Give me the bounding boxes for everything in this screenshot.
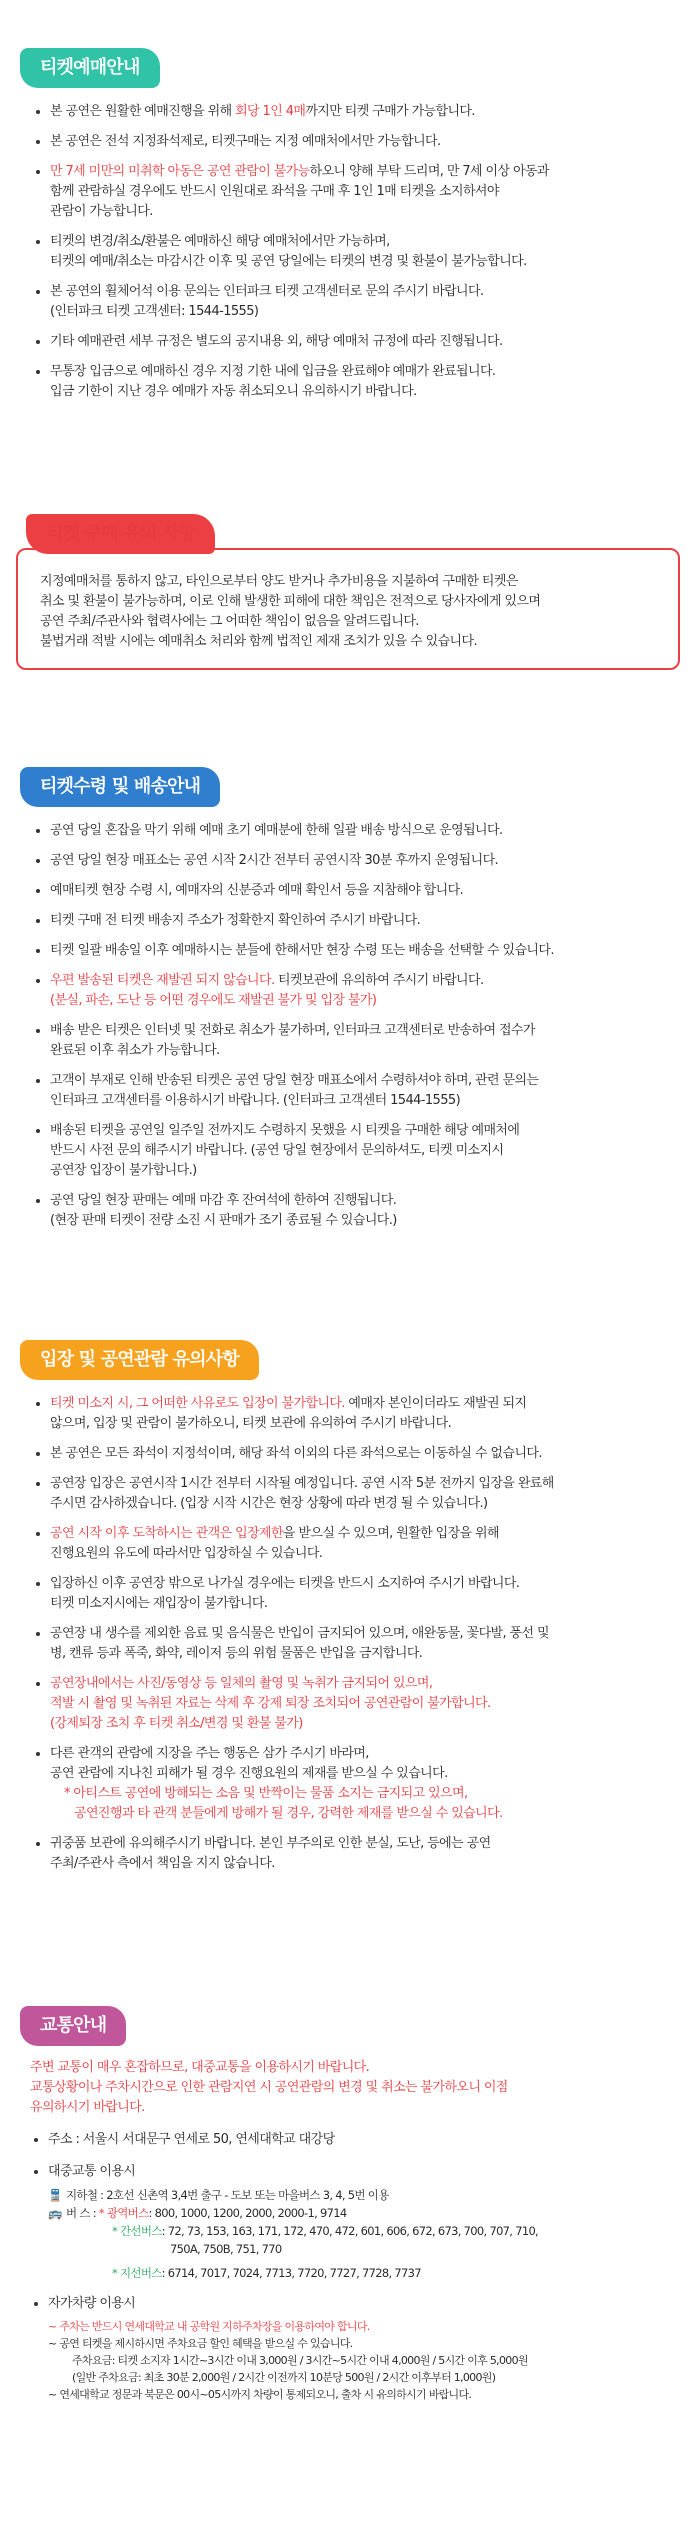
bus-branch-line: * 지선버스: 6714, 7017, 7024, 7713, 7720, 7727, 7728, 7737 bbox=[112, 2266, 421, 2280]
traffic-title: 교통안내 bbox=[20, 2006, 126, 2046]
bus-main-line-2: 750A, 750B, 751, 770 bbox=[170, 2242, 282, 2256]
list-item: 공연 당일 혼잡을 막기 위해 예매 초기 예매분에 한해 일괄 배송 방식으로 운영됩니다. bbox=[36, 821, 672, 841]
traffic-list bbox=[0, 2130, 700, 2403]
list-item: 본 공연은 원활한 예매진행을 위해 회당 1인 4매까지만 티켓 구매가 가능합니다. bbox=[36, 102, 672, 122]
subway-icon: 🚆 bbox=[48, 2188, 62, 2202]
list-item: 공연 당일 현장 매표소는 공연 시작 2시간 전부터 공연시작 30분 후까지 운영됩니다. bbox=[36, 851, 672, 871]
car-line: ~ 주차는 반드시 연세대학교 내 공학원 지하주차장을 이용하여야 합니다. bbox=[48, 2320, 370, 2333]
entry-caution-section bbox=[0, 1340, 700, 1884]
purchase-caution-box bbox=[16, 548, 680, 670]
ticket-delivery-list bbox=[0, 821, 700, 1231]
list-item: 티켓의 변경/취소/환불은 예매하신 해당 예매처에서만 가능하며, 티켓의 예매/취소는 마감시간 이후 및 공연 당일에는 티켓의 변경 및 환불이 불가능합니다. bbox=[36, 232, 672, 272]
traffic-section bbox=[0, 2006, 700, 2415]
ticket-booking-title: 티켓예매안내 bbox=[20, 48, 160, 88]
bus-line: 🚌 버 스 : * 광역버스: 800, 1000, 1200, 2000, 2000-1, 9714 bbox=[48, 2206, 347, 2220]
list-item: 배송된 티켓을 공연일 일주일 전까지도 수령하지 못했을 시 티켓을 구매한 해당 예매처에 반드시 사전 문의 해주시기 바랍니다. (공연 당일 현장에서 문의하셔도, 티켓 미소지시 공연장 입장이 불가합니다.) bbox=[36, 1121, 672, 1181]
list-item: 입장하신 이후 공연장 밖으로 나가실 경우에는 티켓을 반드시 소지하여 주시기 바랍니다. 티켓 미소지시에는 재입장이 불가합니다. bbox=[36, 1574, 672, 1614]
purchase-caution-title: 티켓 구매 유의 사항 bbox=[26, 514, 215, 554]
car-line: ~ 공연 티켓을 제시하시면 주차요금 할인 혜택을 받으실 수 있습니다. bbox=[48, 2337, 353, 2350]
caution-line: 취소 및 환불이 불가능하며, 이로 인해 발생한 피해에 대한 책임은 전적으로 당사자에게 있으며 bbox=[40, 594, 541, 609]
address-item: 주소 : 서울시 서대문구 연세로 50, 연세대학교 대강당 bbox=[34, 2130, 670, 2150]
list-item: 공연장내에서는 사진/동영상 등 일체의 촬영 및 녹취가 금지되어 있으며, 적발 시 촬영 및 녹취된 자료는 삭제 후 강제 퇴장 조치되어 공연관람이 불가합니다. (강제퇴장 조치 후 티켓 취소/변경 및 환불 불가) bbox=[36, 1674, 672, 1734]
ticket-booking-list bbox=[0, 102, 700, 402]
car-line: 주차요금: 티켓 소지자 1시간~3시간 이내 3,000원 / 3시간~5시간 이내 4,000원 / 5시간 이후 5,000원 bbox=[72, 2354, 528, 2367]
purchase-caution-section bbox=[0, 514, 700, 670]
list-item: 티켓 미소지 시, 그 어떠한 사유로도 입장이 불가합니다. 예매자 본인이더라도 재발권 되지 않으며, 입장 및 관람이 불가하오니, 티켓 보관에 유의하여 주시기 바랍니다. bbox=[36, 1394, 672, 1434]
list-item: 다른 관객의 관람에 지장을 주는 행동은 삼가 주시기 바라며, 공연 관람에 지나친 피해가 될 경우 진행요원의 제재를 받으실 수 있습니다. * 아티스트 공연에 방해되는 소음 및 반짝이는 물품 소지는 금지되고 있으며, 공연진행과 타 관객 분들에게 방해가 될 경우, 강력한 제재를 받으실 수 있습니다. bbox=[36, 1744, 672, 1824]
list-item: 공연 당일 현장 판매는 예매 마감 후 잔여석에 한하여 진행됩니다. (현장 판매 티켓이 전량 소진 시 판매가 조기 종료될 수 있습니다.) bbox=[36, 1191, 672, 1231]
list-item: 본 공연은 전석 지정좌석제로, 티켓구매는 지정 예매처에서만 가능합니다. bbox=[36, 132, 672, 152]
list-item: 기타 예매관련 세부 규정은 별도의 공지내용 외, 해당 예매처 규정에 따라 진행됩니다. bbox=[36, 332, 672, 352]
ticket-delivery-section bbox=[0, 767, 700, 1241]
list-item: 본 공연의 휠체어석 이용 문의는 인터파크 티켓 고객센터로 문의 주시기 바랍니다. (인터파크 티켓 고객센터: 1544-1555) bbox=[36, 282, 672, 322]
list-item: 티켓 일괄 배송일 이후 예매하시는 분들에 한해서만 현장 수령 또는 배송을 선택할 수 있습니다. bbox=[36, 941, 672, 961]
list-item: 고객이 부재로 인해 반송된 티켓은 공연 당일 현장 매표소에서 수령하셔야 하며, 관련 문의는 인터파크 고객센터를 이용하시기 바랍니다. (인터파크 고객센터 1544-1555) bbox=[36, 1071, 672, 1111]
list-item: 공연장 입장은 공연시작 1시간 전부터 시작될 예정입니다. 공연 시작 5분 전까지 입장을 완료해 주시면 감사하겠습니다. (입장 시작 시간은 현장 상황에 따라 변경 될 수 있습니다.) bbox=[36, 1474, 672, 1514]
bus-icon: 🚌 bbox=[48, 2206, 62, 2220]
entry-caution-list bbox=[0, 1394, 700, 1874]
list-item: 공연장 내 생수를 제외한 음료 및 음식물은 반입이 금지되어 있으며, 애완동물, 꽃다발, 풍선 및 병, 캔류 등과 폭죽, 화약, 레이저 등의 위험 물품은 반입을 금지합니다. bbox=[36, 1624, 672, 1664]
car-line: (일반 주차요금: 최초 30분 2,000원 / 2시간 이전까지 10분당 500원 / 2시간 이후부터 1,000원) bbox=[72, 2371, 496, 2384]
list-item: 예매티켓 현장 수령 시, 예매자의 신분증과 예매 확인서 등을 지참해야 합니다. bbox=[36, 881, 672, 901]
caution-line: 공연 주최/주관사와 협력사에는 그 어떠한 책임이 없음을 알려드립니다. bbox=[40, 614, 419, 629]
list-item: 우편 발송된 티켓은 재발권 되지 않습니다. 티켓보관에 유의하여 주시기 바랍니다. (분실, 파손, 도난 등 어떤 경우에도 재발권 불가 및 입장 불가) bbox=[36, 971, 672, 1011]
subway-line: 🚆 지하철 : 2호선 신촌역 3,4번 출구 - 도보 또는 마을버스 3, 4, 5번 이용 bbox=[48, 2188, 389, 2202]
car-line: ~ 연세대학교 정문과 북문은 00시~05시까지 차량이 통제되오니, 출차 시 유의하시기 바랍니다. bbox=[48, 2388, 472, 2401]
list-item: 귀중품 보관에 유의해주시기 바랍니다. 본인 부주의로 인한 분실, 도난, 등에는 공연 주최/주관사 측에서 책임을 지지 않습니다. bbox=[36, 1834, 672, 1874]
caution-line: 불법거래 적발 시에는 예매취소 처리와 함께 법적인 제재 조치가 있을 수 있습니다. bbox=[40, 634, 478, 649]
ticket-delivery-title: 티켓수령 및 배송안내 bbox=[20, 767, 220, 807]
list-item: 무통장 입금으로 예매하신 경우 지정 기한 내에 입금을 완료해야 예매가 완료됩니다. 입금 기한이 지난 경우 예매가 자동 취소되오니 유의하시기 바랍니다. bbox=[36, 362, 672, 402]
car-item: 자가차량 이용시 ~ 주차는 반드시 연세대학교 내 공학원 지하주차장을 이용하여야 합니다. ~ 공연 티켓을 제시하시면 주차요금 할인 혜택을 받으실 수 있습니다. 주차요금: 티켓 소지자 1시간~3시간 이내 3,000원 / 3시간~5시간 이내 4,000원 / 5시간 이후 5,000원 (일반 주차요금: 최초 30분 2,000원 / 2시간 이전까지 10분당 500원 / 2시간 이후부터 1,000원) ~ 연세대학교 정문과 북문은 00시~05시까지 차량이 통제되오니, 출차 시 유의하시기 바랍니다. bbox=[34, 2294, 670, 2403]
public-transport-item: 대중교통 이용시 🚆 지하철 : 2호선 신촌역 3,4번 출구 - 도보 또는 마을버스 3, 4, 5번 이용 🚌 버 스 : * 광역버스: 800, 1000, 1200, 2000, 2000-1, 9714 * 간선버스: 72, 73, 153, 163, 171, 172, 470, 472, 601, 606, 672, 673, 700, 707, 710, 750A, 750B, 751, 770 * 지선버스: 6714, 7017, 7024, 7713, 7720, 7727, 7728, 7737 bbox=[34, 2162, 670, 2282]
list-item: 공연 시작 이후 도착하시는 관객은 입장제한을 받으실 수 있으며, 원활한 입장을 위해 진행요원의 유도에 따라서만 입장하실 수 있습니다. bbox=[36, 1524, 672, 1564]
list-item: 만 7세 미만의 미취학 아동은 공연 관람이 불가능하오니 양해 부탁 드리며, 만 7세 이상 아동과 함께 관람하실 경우에도 반드시 인원대로 좌석을 구매 후 1인 1매 티켓을 소지하셔야 관람이 가능합니다. bbox=[36, 162, 672, 222]
entry-caution-title: 입장 및 공연관람 유의사항 bbox=[20, 1340, 259, 1380]
list-item: 본 공연은 모든 좌석이 지정석이며, 해당 좌석 이외의 다른 좌석으로는 이동하실 수 없습니다. bbox=[36, 1444, 672, 1464]
traffic-intro: 주변 교통이 매우 혼잡하므로, 대중교통을 이용하시기 바랍니다. 교통상황이나 주차시간으로 인한 관람지연 시 공연관람의 변경 및 취소는 불가하오니 이점 유의하시기 바랍니다. bbox=[30, 2060, 508, 2115]
bus-main-line: * 간선버스: 72, 73, 153, 163, 171, 172, 470, 472, 601, 606, 672, 673, 700, 707, 710, bbox=[112, 2224, 539, 2238]
list-item: 배송 받은 티켓은 인터넷 및 전화로 취소가 불가하며, 인터파크 고객센터로 반송하여 접수가 완료된 이후 취소가 가능합니다. bbox=[36, 1021, 672, 1061]
ticket-booking-section bbox=[0, 48, 700, 412]
list-item: 티켓 구매 전 티켓 배송지 주소가 정확한지 확인하여 주시기 바랍니다. bbox=[36, 911, 672, 931]
caution-line: 지정예매처를 통하지 않고, 타인으로부터 양도 받거나 추가비용을 지불하여 구매한 티켓은 bbox=[40, 574, 518, 589]
